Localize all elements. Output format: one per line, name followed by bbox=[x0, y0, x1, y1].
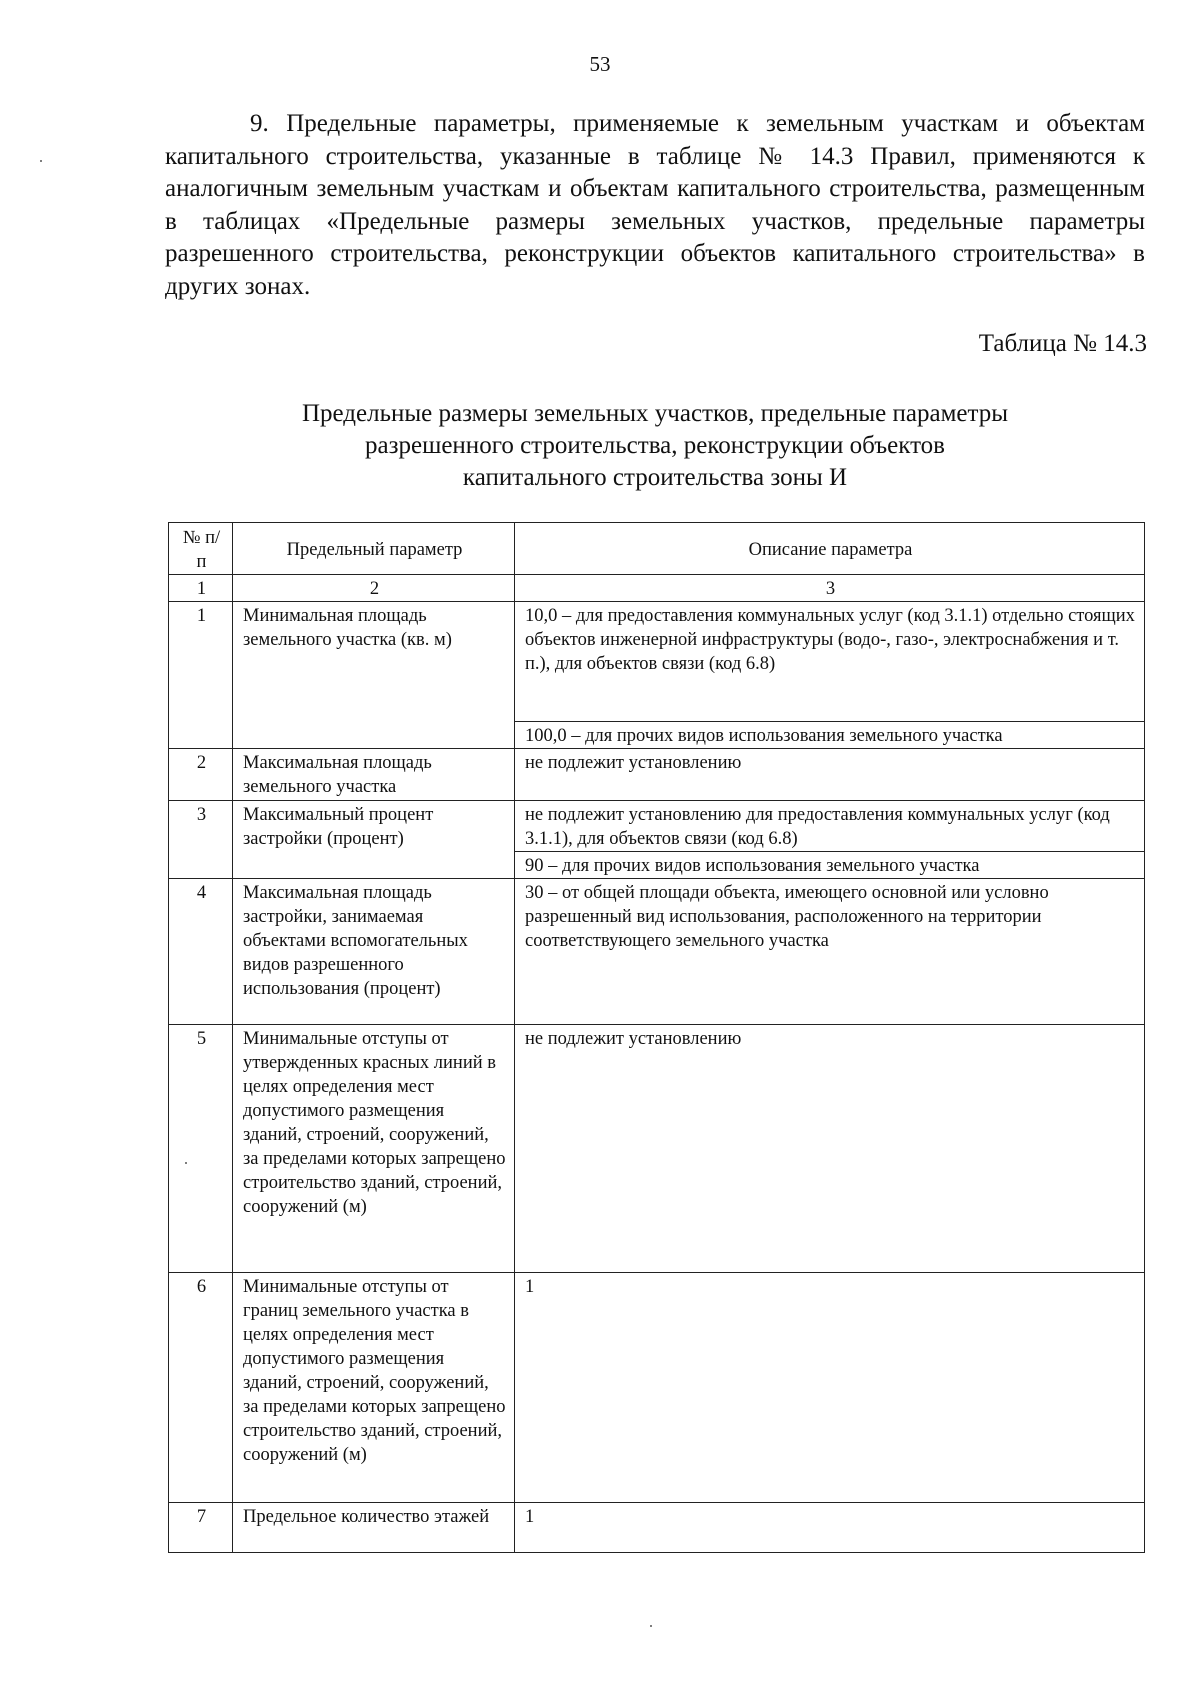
row-description: не подлежит установлению bbox=[515, 1025, 1145, 1273]
page-number: 53 bbox=[589, 52, 611, 76]
row-parameter: Минимальные отступы от утвержденных красных линий в целях определения мест допустимого размещения зданий, строений, сооружений, за пределами которых запрещено строительство зданий, строений, сооружений (м) bbox=[233, 1025, 515, 1273]
row-description: 30 – от общей площади объекта, имеющего основной или условно разрешенный вид использования, расположенного на территории соответствующего земельного участка bbox=[515, 879, 1145, 1025]
row-number: 7 bbox=[169, 1503, 233, 1553]
row-parameter: Минимальная площадь земельного участка (кв. м) bbox=[233, 602, 515, 749]
table-row bbox=[169, 1503, 1145, 1553]
table-title-line-3: капитального строительства зоны И bbox=[462, 464, 848, 491]
row-parameter: Максимальная площадь застройки, занимаемая объектами вспомогательных видов разрешенного использования (процент) bbox=[233, 879, 515, 1025]
header-desc: Описание параметра bbox=[515, 523, 1145, 575]
scan-speck bbox=[40, 160, 42, 162]
row-description: 90 – для прочих видов использования земельного участка bbox=[515, 852, 1145, 879]
header-param: Предельный параметр bbox=[233, 523, 515, 575]
row-description: 1 bbox=[515, 1273, 1145, 1503]
row-description: 100,0 – для прочих видов использования земельного участка bbox=[515, 722, 1145, 749]
row-parameter: Предельное количество этажей bbox=[233, 1503, 515, 1553]
column-number-row bbox=[169, 575, 1145, 602]
row-parameter: Максимальная площадь земельного участка bbox=[233, 749, 515, 801]
row-number: 3 bbox=[169, 801, 233, 879]
scan-speck bbox=[650, 1625, 652, 1627]
table-row bbox=[169, 749, 1145, 801]
table-title-line-1: Предельные размеры земельных участков, предельные параметры bbox=[301, 400, 1009, 427]
row-number: 2 bbox=[169, 749, 233, 801]
row-description: не подлежит установлению bbox=[515, 749, 1145, 801]
row-number: 5 bbox=[169, 1025, 233, 1273]
table-row bbox=[169, 1025, 1145, 1273]
table-title bbox=[165, 398, 1145, 494]
table-row bbox=[169, 879, 1145, 1025]
row-parameter: Максимальный процент застройки (процент) bbox=[233, 801, 515, 879]
column-number: 2 bbox=[233, 575, 515, 602]
table-row bbox=[169, 602, 1145, 722]
table-title-line-2: разрешенного строительства, реконструкции объектов bbox=[365, 432, 945, 459]
row-description: не подлежит установлению для предоставления коммунальных услуг (код 3.1.1), для объектов связи (код 6.8) bbox=[515, 801, 1145, 852]
column-number: 3 bbox=[515, 575, 1145, 602]
table-label: Таблица № 14.3 bbox=[978, 330, 1147, 357]
row-parameter: Минимальные отступы от границ земельного участка в целях определения мест допустимого размещения зданий, строений, сооружений, за пределами которых запрещено строительство зданий, строений, сооружений (м) bbox=[233, 1273, 515, 1503]
row-number: 4 bbox=[169, 879, 233, 1025]
row-number: 6 bbox=[169, 1273, 233, 1503]
scan-speck bbox=[185, 1162, 187, 1164]
table-row bbox=[169, 1273, 1145, 1503]
row-number: 1 bbox=[169, 602, 233, 749]
column-number: 1 bbox=[169, 575, 233, 602]
intro-paragraph: 9. Предельные параметры, применяемые к земельным участкам и объектам капитального строительства, указанные в таблице № 14.3 Правил, применяются к аналогичным земельным участкам и объектам капитального строительства, размещенным в таблицах «Предельные размеры земельных участков, предельные параметры разрешенного строительства, реконструкции объектов капитального строительства» в других зонах. bbox=[165, 110, 1145, 300]
row-description: 1 bbox=[515, 1503, 1145, 1553]
row-description: 10,0 – для предоставления коммунальных услуг (код 3.1.1) отдельно стоящих объектов инженерной инфраструктуры (водо-, газо-, электроснабжения и т. п.), для объектов связи (код 6.8) bbox=[515, 602, 1145, 722]
table-row bbox=[169, 801, 1145, 852]
table-header-row bbox=[169, 523, 1145, 575]
parameters-table bbox=[168, 522, 1145, 1553]
header-num: № п/п bbox=[169, 523, 233, 575]
